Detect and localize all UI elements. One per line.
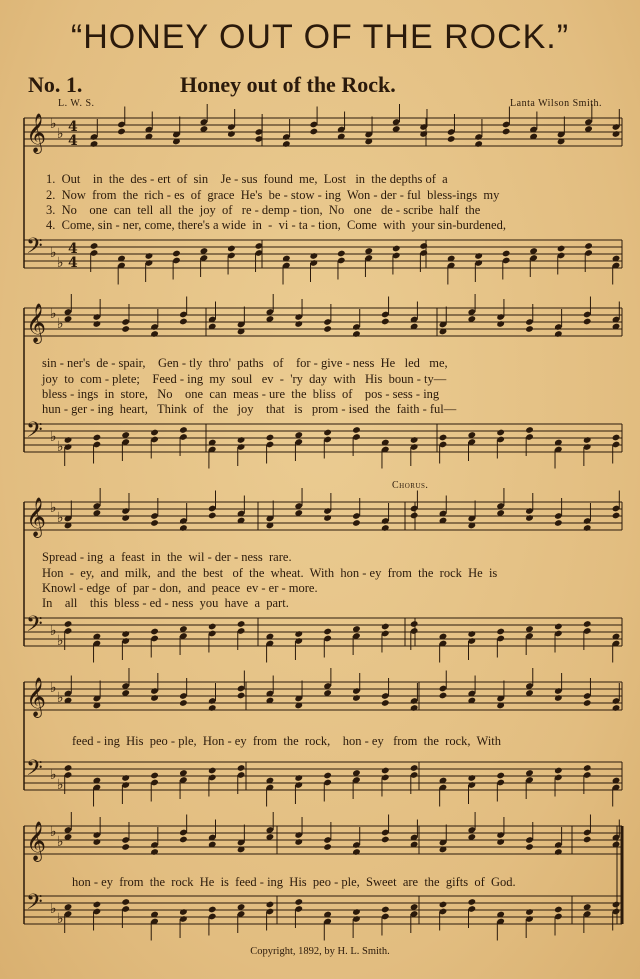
lyric-line: Hon - ey, and milk, and the best of the wheat. With hon - ey from the rock He is (42, 566, 498, 580)
note-head (502, 250, 511, 258)
note-head (525, 426, 534, 434)
note-head (93, 320, 102, 328)
note-head (392, 245, 401, 253)
note-head (121, 325, 130, 333)
note-head (323, 628, 332, 636)
lyric-line: feed - ing His peo - ple, Hon - ey from the rock, hon - ey from the rock, With (72, 734, 502, 748)
note-head (323, 514, 332, 522)
note-head (64, 764, 73, 772)
note-head (294, 774, 303, 782)
chorus-label: Chorus. (392, 480, 429, 491)
lyric-line: 2. Now from the rich - es of grace He's be - stow - ing Won - der - ful bless-ings my (46, 188, 500, 202)
lyric-line: hon - ey from the rock He is feed - ing His peo - ple, Sweet are the gifts of God. (72, 875, 516, 889)
note-head (150, 330, 159, 338)
note-head (309, 128, 318, 136)
flat-icon: ♭ (57, 255, 64, 271)
note-head (496, 628, 505, 636)
note-head (419, 130, 428, 138)
time-signature: 4 (68, 119, 78, 135)
note-head (554, 694, 563, 702)
note-head (266, 901, 275, 909)
note-head (294, 898, 303, 906)
note-head (554, 519, 563, 527)
composer-credit: Lanta Wilson Smith. (510, 98, 602, 109)
note-head (93, 838, 102, 846)
note-head (121, 843, 130, 851)
note-head (208, 704, 217, 712)
note-head (121, 898, 130, 906)
note-head (410, 704, 419, 712)
note-head (93, 901, 102, 909)
note-head (172, 250, 181, 258)
flat-icon: ♭ (57, 690, 64, 706)
note-head (64, 620, 73, 628)
note-head (525, 325, 534, 333)
note-head (381, 906, 390, 914)
note-head (467, 630, 476, 638)
note-head (323, 325, 332, 333)
note-head (237, 692, 246, 700)
note-head (554, 330, 563, 338)
note-head (90, 140, 99, 148)
note-head (612, 434, 621, 442)
note-head (227, 130, 236, 138)
flat-icon: ♭ (50, 824, 57, 840)
lyric-line: joy to com - plete; Feed - ing my soul ev - 'ry day with His boun - ty— (42, 372, 447, 386)
note-head (583, 524, 592, 532)
flat-icon: ♭ (57, 439, 64, 455)
note-head (467, 898, 476, 906)
bass-clef-icon: 𝄢 (26, 890, 43, 920)
note-head (266, 434, 275, 442)
note-head (525, 908, 534, 916)
note-head (381, 767, 390, 775)
flat-icon: ♭ (50, 500, 57, 516)
treble-clef-icon: 𝄞 (26, 821, 47, 861)
flat-icon: ♭ (50, 245, 57, 261)
note-head (294, 838, 303, 846)
time-signature: 4 (68, 241, 78, 257)
bass-clef-icon: 𝄢 (26, 756, 43, 786)
flat-icon: ♭ (50, 623, 57, 639)
flat-icon: ♭ (50, 306, 57, 322)
note-head (410, 620, 419, 628)
note-head (208, 623, 217, 631)
note-head (352, 426, 361, 434)
note-head (554, 848, 563, 856)
hymn-number: No. 1. (28, 72, 83, 97)
lyric-line: In all this bless - ed - ness you have a part. (42, 596, 289, 610)
note-head (612, 512, 621, 520)
note-head (496, 320, 505, 328)
note-head (612, 130, 621, 138)
flat-icon: ♭ (57, 911, 64, 927)
note-head (352, 848, 361, 856)
note-head (439, 901, 448, 909)
note-head (323, 429, 332, 437)
lyric-line: Knowl - edge of par - don, and peace ev - er - more. (42, 581, 318, 595)
note-head (381, 699, 390, 707)
note-head (381, 524, 390, 532)
note-head (237, 764, 246, 772)
note-head (474, 140, 483, 148)
book-title: “HONEY OUT OF THE ROCK.” (70, 18, 570, 56)
treble-clef-icon: 𝄞 (26, 497, 47, 537)
note-head (583, 699, 592, 707)
note-head (381, 836, 390, 844)
note-head (179, 426, 188, 434)
note-head (381, 623, 390, 631)
lyric-line: Spread - ing a feast in the wil - der - ness rare. (42, 550, 292, 564)
note-head (525, 514, 534, 522)
note-head (150, 429, 159, 437)
note-head (419, 242, 428, 250)
note-head (294, 630, 303, 638)
flat-icon: ♭ (57, 316, 64, 332)
note-head (117, 128, 126, 136)
bass-clef-icon: 𝄢 (26, 234, 43, 264)
note-head (208, 767, 217, 775)
note-head (145, 252, 154, 260)
note-head (584, 242, 593, 250)
note-head (93, 434, 102, 442)
bass-clef-icon: 𝄢 (26, 418, 43, 448)
note-head (525, 843, 534, 851)
note-head (237, 436, 246, 444)
note-head (612, 901, 621, 909)
note-head (557, 245, 566, 253)
flat-icon: ♭ (50, 429, 57, 445)
flat-icon: ♭ (50, 116, 57, 132)
note-head (410, 764, 419, 772)
lyricist-credit: L. W. S. (58, 98, 95, 109)
flat-icon: ♭ (57, 834, 64, 850)
note-head (64, 436, 73, 444)
flat-icon: ♭ (57, 510, 64, 526)
lyric-line: 1. Out in the des - ert of sin Je - sus found me, Lost in the depths of a (46, 172, 448, 186)
note-head (474, 252, 483, 260)
note-head (496, 772, 505, 780)
note-head (410, 512, 419, 520)
note-head (447, 135, 456, 143)
note-head (121, 774, 130, 782)
note-head (208, 512, 217, 520)
flat-icon: ♭ (50, 901, 57, 917)
note-head (352, 908, 361, 916)
lyric-line: 4. Come, sin - ner, come, there's a wide in - vi - ta - tion, Come with your sin-burdened, (46, 218, 506, 232)
note-head (237, 620, 246, 628)
note-head (554, 623, 563, 631)
note-head (439, 692, 448, 700)
copyright-notice: Copyright, 1892, by H. L. Smith. (250, 946, 390, 957)
note-head (612, 704, 621, 712)
note-head (90, 242, 99, 250)
note-head (467, 774, 476, 782)
note-head (554, 767, 563, 775)
treble-clef-icon: 𝄞 (26, 677, 47, 717)
note-head (323, 772, 332, 780)
note-head (150, 628, 159, 636)
lyric-line: bless - ings in store, No one can meas - ure the bliss of pos - sess - ing (42, 387, 440, 401)
note-head (583, 436, 592, 444)
note-head (439, 434, 448, 442)
treble-clef-icon: 𝄞 (26, 303, 47, 343)
flat-icon: ♭ (57, 633, 64, 649)
note-head (410, 436, 419, 444)
note-head (381, 318, 390, 326)
flat-icon: ♭ (50, 680, 57, 696)
flat-icon: ♭ (50, 767, 57, 783)
note-head (496, 429, 505, 437)
note-head (208, 906, 217, 914)
flat-icon: ♭ (57, 126, 64, 142)
note-head (150, 772, 159, 780)
note-head (309, 252, 318, 260)
note-head (150, 848, 159, 856)
time-signature: 4 (68, 133, 78, 149)
note-head (554, 906, 563, 914)
note-head (583, 620, 592, 628)
note-head (121, 514, 130, 522)
note-head (227, 245, 236, 253)
lyric-line: hun - ger - ing heart, Think of the joy that is prom - ised the faith - ful— (42, 402, 457, 416)
note-head (583, 764, 592, 772)
note-head (337, 250, 346, 258)
note-head (352, 519, 361, 527)
note-head (179, 908, 188, 916)
treble-clef-icon: 𝄞 (26, 113, 47, 153)
note-head (294, 320, 303, 328)
lyric-line: sin - ner's de - spair, Gen - tly thro' paths of for - give - ness He led me, (42, 356, 448, 370)
note-head (121, 630, 130, 638)
note-head (352, 330, 361, 338)
note-head (282, 140, 291, 148)
note-head (150, 694, 159, 702)
time-signature: 4 (68, 255, 78, 271)
note-head (583, 318, 592, 326)
note-head (179, 524, 188, 532)
bass-clef-icon: 𝄢 (26, 612, 43, 642)
note-head (179, 836, 188, 844)
note-head (496, 838, 505, 846)
note-head (150, 519, 159, 527)
note-head (352, 694, 361, 702)
hymn-title: Honey out of the Rock. (180, 72, 396, 97)
note-head (583, 836, 592, 844)
note-head (179, 318, 188, 326)
lyric-line: 3. No one can tell all the joy of re - demp - tion, No one de - scribe half the (46, 203, 481, 217)
note-head (323, 843, 332, 851)
note-head (179, 699, 188, 707)
note-head (502, 128, 511, 136)
flat-icon: ♭ (57, 777, 64, 793)
